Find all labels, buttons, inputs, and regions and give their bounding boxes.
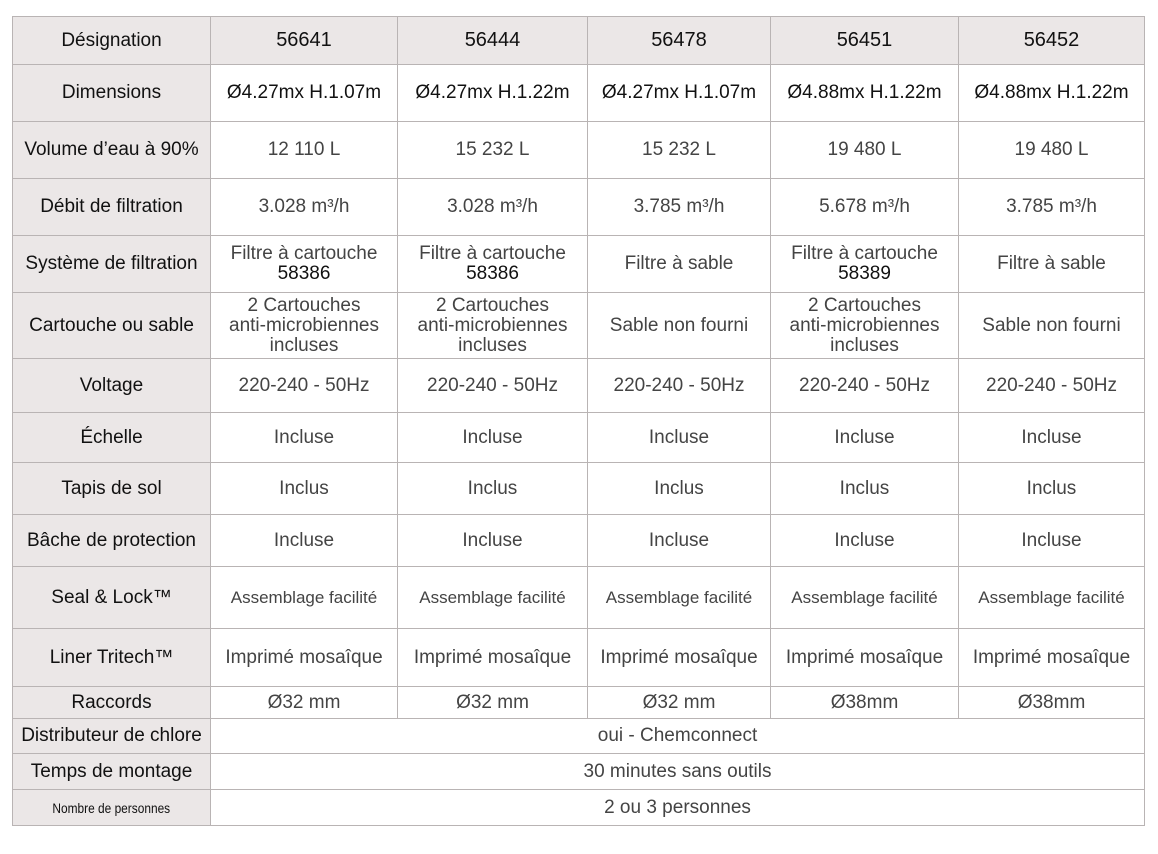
cell-value: Incluse <box>588 515 771 567</box>
row-label: Débit de filtration <box>13 179 211 236</box>
model-header: 56451 <box>771 17 959 65</box>
filter-type: Filtre à sable <box>997 253 1106 274</box>
cell-line: anti-microbiennes <box>789 314 940 336</box>
cell-value: Assemblage facilité <box>398 567 588 629</box>
cell-value: Inclus <box>588 463 771 515</box>
cell-value: 15 232 L <box>588 122 771 179</box>
row-chlorine-dispenser <box>13 719 1145 754</box>
filter-code: 58389 <box>838 263 891 284</box>
cell-value: 5.678 m³/h <box>771 179 959 236</box>
cell-line: anti-microbiennes <box>229 314 379 336</box>
cell-value: Incluse <box>588 413 771 463</box>
cell-value: Incluse <box>959 515 1145 567</box>
cell-value: Ø4.27mx H.1.07m <box>588 65 771 122</box>
row-label: Bâche de protection <box>13 515 211 567</box>
cell-value: Assemblage facilité <box>771 567 959 629</box>
row-volume <box>13 122 1145 179</box>
model-header: 56478 <box>588 17 771 65</box>
cell-value <box>771 236 959 293</box>
cell-value <box>588 293 771 359</box>
row-assembly-time <box>13 754 1145 790</box>
filter-code: 58386 <box>466 263 519 284</box>
row-persons <box>13 790 1145 826</box>
row-label: Volume d’eau à 90% <box>13 122 211 179</box>
row-label: Cartouche ou sable <box>13 293 211 359</box>
row-cover <box>13 515 1145 567</box>
cell-value: Ø32 mm <box>588 687 771 719</box>
header-label: Désignation <box>13 17 211 65</box>
pool-spec-table <box>12 16 1145 826</box>
cell-line: incluses <box>269 334 339 356</box>
row-label: Seal & Lock™ <box>13 567 211 629</box>
cell-line: incluses <box>458 334 527 356</box>
row-voltage <box>13 359 1145 413</box>
cell-value: Inclus <box>211 463 398 515</box>
row-seal-lock <box>13 567 1145 629</box>
cell-value <box>959 236 1145 293</box>
row-cartridge-sand <box>13 293 1145 359</box>
cell-value: 15 232 L <box>398 122 588 179</box>
cell-value: 3.785 m³/h <box>588 179 771 236</box>
cell-value: Inclus <box>959 463 1145 515</box>
row-fittings <box>13 687 1145 719</box>
cell-value <box>398 293 588 359</box>
cell-value: Ø38mm <box>771 687 959 719</box>
row-dimensions <box>13 65 1145 122</box>
cell-value: 3.028 m³/h <box>398 179 588 236</box>
cell-value: 220-240 - 50Hz <box>588 359 771 413</box>
row-filtration-system <box>13 236 1145 293</box>
row-label: Distributeur de chlore <box>13 719 211 754</box>
cell-value <box>398 236 588 293</box>
cell-value: Incluse <box>771 413 959 463</box>
row-label: Raccords <box>13 687 211 719</box>
row-label: Nombre de personnes <box>52 799 171 816</box>
cell-value: 3.785 m³/h <box>959 179 1145 236</box>
cell-value: Ø4.88mx H.1.22m <box>771 65 959 122</box>
cell-line: 2 Cartouches <box>435 294 549 316</box>
row-label: Liner Tritech™ <box>13 629 211 687</box>
filter-type: Filtre à cartouche <box>230 243 378 264</box>
header-row <box>13 17 1145 65</box>
cell-line: 2 Cartouches <box>807 294 921 316</box>
model-header: 56444 <box>398 17 588 65</box>
cell-value: Imprimé mosaîque <box>771 629 959 687</box>
cell-value: Imprimé mosaîque <box>211 629 398 687</box>
shared-value: 30 minutes sans outils <box>211 754 1145 790</box>
cell-value <box>959 293 1145 359</box>
cell-value: 220-240 - 50Hz <box>398 359 588 413</box>
cell-value: Inclus <box>398 463 588 515</box>
row-label: Voltage <box>13 359 211 413</box>
cell-line: 2 Cartouches <box>247 294 361 316</box>
cell-value: Ø32 mm <box>211 687 398 719</box>
cell-value: Incluse <box>398 413 588 463</box>
filter-type: Filtre à sable <box>624 253 734 274</box>
cell-value: Inclus <box>771 463 959 515</box>
cell-value <box>211 293 398 359</box>
row-debit <box>13 179 1145 236</box>
cell-value: 19 480 L <box>771 122 959 179</box>
cell-value <box>211 236 398 293</box>
cell-value: 220-240 - 50Hz <box>771 359 959 413</box>
cell-value <box>588 236 771 293</box>
cell-value: Ø4.27mx H.1.22m <box>398 65 588 122</box>
cell-line: anti-microbiennes <box>417 314 568 336</box>
row-ladder <box>13 413 1145 463</box>
filter-code: 58386 <box>277 263 331 284</box>
cell-line: Sable non fourni <box>982 314 1121 336</box>
row-liner <box>13 629 1145 687</box>
cell-line: incluses <box>830 334 899 356</box>
row-label: Dimensions <box>13 65 211 122</box>
cell-value: Ø32 mm <box>398 687 588 719</box>
cell-value: 12 110 L <box>211 122 398 179</box>
cell-value: 220-240 - 50Hz <box>959 359 1145 413</box>
row-label: Échelle <box>13 413 211 463</box>
cell-value: Assemblage facilité <box>588 567 771 629</box>
filter-type: Filtre à cartouche <box>791 243 938 264</box>
cell-value <box>771 293 959 359</box>
cell-value: Imprimé mosaîque <box>959 629 1145 687</box>
cell-value: Imprimé mosaîque <box>398 629 588 687</box>
cell-value: 3.028 m³/h <box>211 179 398 236</box>
filter-type: Filtre à cartouche <box>419 243 566 264</box>
cell-value: 220-240 - 50Hz <box>211 359 398 413</box>
cell-value: Ø4.27mx H.1.07m <box>211 65 398 122</box>
shared-value: oui - Chemconnect <box>211 719 1145 754</box>
cell-value: Assemblage facilité <box>211 567 398 629</box>
cell-value: 19 480 L <box>959 122 1145 179</box>
row-label: Tapis de sol <box>13 463 211 515</box>
cell-value: Incluse <box>771 515 959 567</box>
row-label-cell <box>13 790 211 826</box>
model-header: 56641 <box>211 17 398 65</box>
cell-line: Sable non fourni <box>609 314 749 336</box>
model-header: 56452 <box>959 17 1145 65</box>
row-label: Temps de montage <box>13 754 211 790</box>
row-label: Système de filtration <box>13 236 211 293</box>
row-ground-mat <box>13 463 1145 515</box>
cell-value: Assemblage facilité <box>959 567 1145 629</box>
cell-value: Ø38mm <box>959 687 1145 719</box>
cell-value: Incluse <box>211 515 398 567</box>
cell-value: Ø4.88mx H.1.22m <box>959 65 1145 122</box>
shared-value: 2 ou 3 personnes <box>211 790 1145 826</box>
cell-value: Imprimé mosaîque <box>588 629 771 687</box>
cell-value: Incluse <box>959 413 1145 463</box>
cell-value: Incluse <box>211 413 398 463</box>
cell-value: Incluse <box>398 515 588 567</box>
